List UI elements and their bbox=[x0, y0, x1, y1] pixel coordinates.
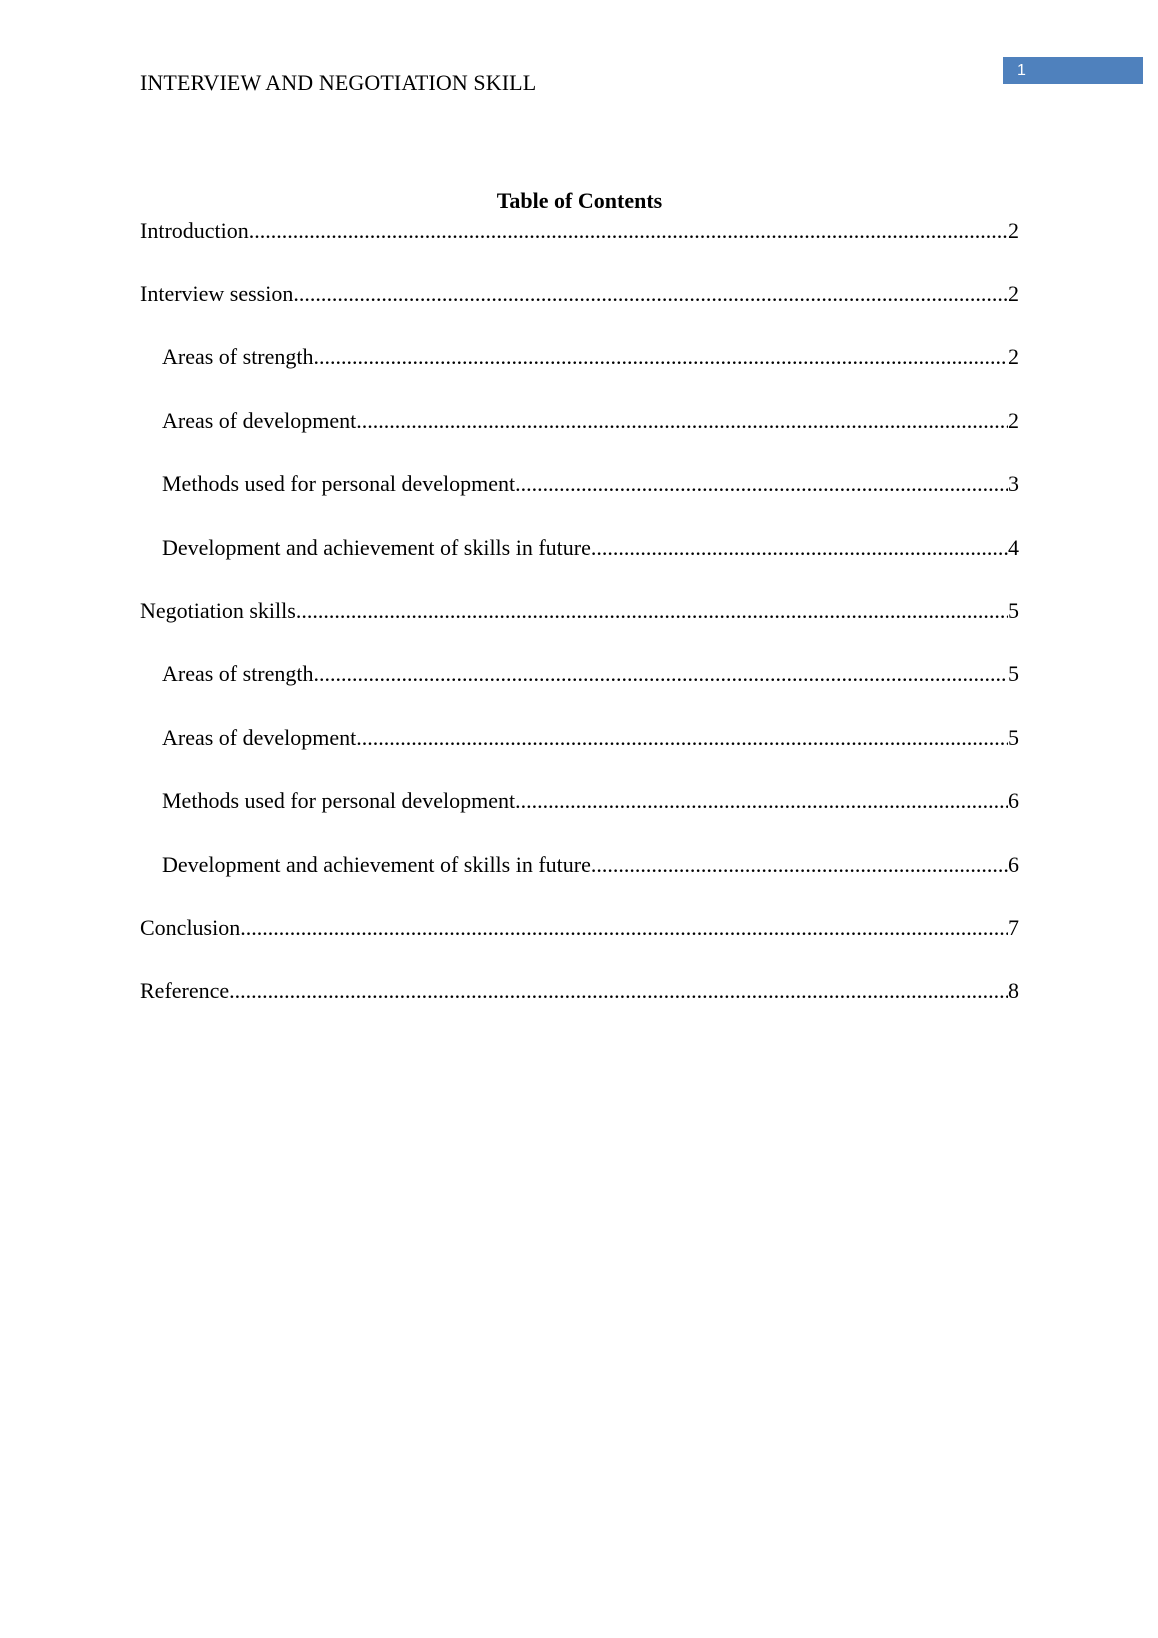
toc-entry-text: Areas of development bbox=[162, 725, 357, 750]
toc-entry-introduction[interactable] bbox=[140, 216, 1019, 246]
toc-entry-page: 6 bbox=[1008, 788, 1019, 813]
toc-dot-leader bbox=[314, 342, 1008, 372]
toc-entry-reference[interactable] bbox=[140, 976, 1019, 1006]
page-number: 1 bbox=[1017, 62, 1026, 79]
toc-entry-negotiation-skills[interactable] bbox=[140, 596, 1019, 626]
toc-entry-interview-future-skills[interactable] bbox=[162, 533, 1019, 563]
toc-entry-negotiation-future-skills[interactable] bbox=[162, 850, 1019, 880]
toc-entry-page: 7 bbox=[1008, 915, 1019, 940]
toc-dot-leader bbox=[356, 406, 1008, 436]
toc-entry-negotiation-areas-of-development[interactable] bbox=[162, 723, 1019, 753]
toc-entry-text: Conclusion bbox=[140, 915, 241, 940]
toc-entry-text: Methods used for personal development bbox=[162, 788, 516, 813]
toc-entry-page: 5 bbox=[1008, 661, 1019, 686]
running-header-title: INTERVIEW AND NEGOTIATION SKILL bbox=[140, 70, 537, 95]
toc-entry-text: Reference bbox=[140, 978, 230, 1003]
toc-entry-page: 2 bbox=[1008, 218, 1019, 243]
toc-entry-interview-methods[interactable] bbox=[162, 469, 1019, 499]
toc-entry-text: Introduction bbox=[140, 218, 249, 243]
toc-entry-text: Negotiation skills bbox=[140, 598, 296, 623]
toc-entry-text: Areas of development bbox=[162, 408, 357, 433]
page-number-badge bbox=[1003, 57, 1143, 84]
toc-dot-leader bbox=[515, 469, 1008, 499]
toc-dot-leader bbox=[240, 913, 1008, 943]
toc-heading: Table of Contents bbox=[496, 188, 663, 213]
toc-entry-text: Methods used for personal development bbox=[162, 471, 516, 496]
toc-entry-negotiation-methods[interactable] bbox=[162, 786, 1019, 816]
toc-entry-interview-session[interactable] bbox=[140, 279, 1019, 309]
toc-dot-leader bbox=[591, 850, 1008, 880]
toc-entry-page: 5 bbox=[1008, 598, 1019, 623]
toc-dot-leader bbox=[515, 786, 1008, 816]
toc-entry-text: Areas of strength bbox=[162, 344, 314, 369]
toc-dot-leader bbox=[296, 596, 1008, 626]
toc-entry-text: Development and achievement of skills in future bbox=[162, 535, 591, 560]
toc-dot-leader bbox=[249, 216, 1008, 246]
toc-entry-page: 2 bbox=[1008, 344, 1019, 369]
toc-dot-leader bbox=[229, 976, 1008, 1006]
toc-entry-conclusion[interactable] bbox=[140, 913, 1019, 943]
toc-dot-leader bbox=[591, 533, 1008, 563]
toc-entry-text: Development and achievement of skills in future bbox=[162, 852, 591, 877]
toc-entry-page: 8 bbox=[1008, 978, 1019, 1003]
toc-dot-leader bbox=[314, 659, 1008, 689]
toc-entry-interview-areas-of-strength[interactable] bbox=[162, 342, 1019, 372]
toc-entry-text: Areas of strength bbox=[162, 661, 314, 686]
toc-entry-page: 3 bbox=[1008, 471, 1019, 496]
toc-entry-page: 2 bbox=[1008, 281, 1019, 306]
toc-entry-page: 4 bbox=[1008, 535, 1019, 560]
toc-entry-page: 5 bbox=[1008, 725, 1019, 750]
toc-entry-negotiation-areas-of-strength[interactable] bbox=[162, 659, 1019, 689]
toc-entry-interview-areas-of-development[interactable] bbox=[162, 406, 1019, 436]
toc-dot-leader bbox=[293, 279, 1008, 309]
toc-entry-page: 2 bbox=[1008, 408, 1019, 433]
toc-dot-leader bbox=[356, 723, 1008, 753]
toc-entry-text: Interview session bbox=[140, 281, 294, 306]
toc-entry-page: 6 bbox=[1008, 852, 1019, 877]
